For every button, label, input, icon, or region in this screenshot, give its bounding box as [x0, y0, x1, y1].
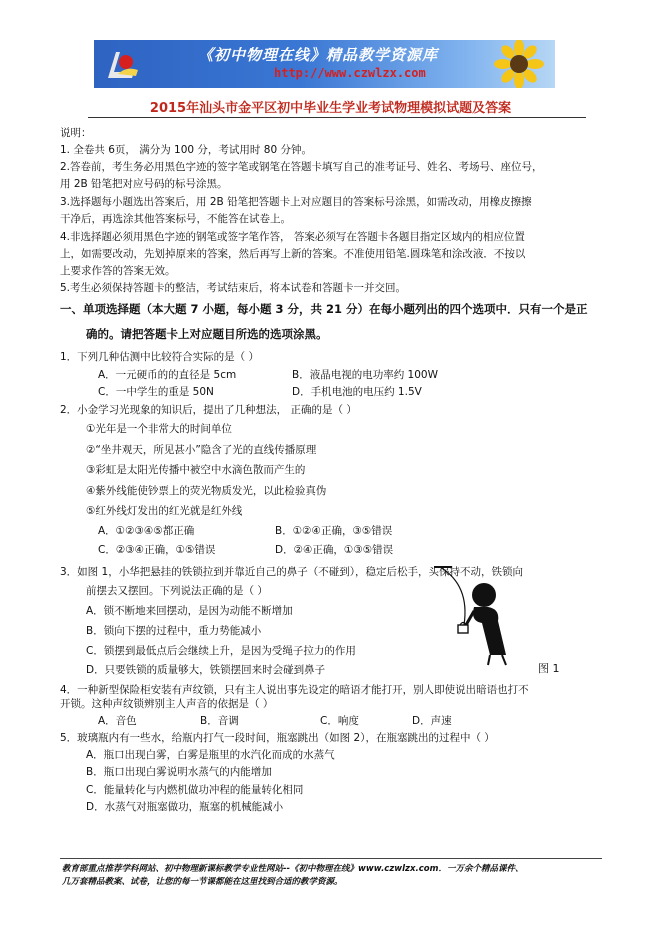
footer-line: 教育部重点推荐学科网站、初中物理新课标教学专业性网站--《初中物理在线》www.czwlzx.com．一万余个精品课件、 — [62, 864, 524, 874]
footer-line: 几万套精品教案、试卷，让您的每一节课都能在这里找到合适的教学资源。 — [62, 877, 343, 887]
question-5-stem: 5．玻璃瓶内有一些水，给瓶内打气一段时间，瓶塞跳出（如图 2），在瓶塞跳出的过程中（ ） — [60, 732, 495, 744]
q2-statement: ③彩虹是太阳光传播中被空中水滴色散而产生的 — [86, 464, 306, 476]
q5-option-a: A．瓶口出现白雾，白雾是瓶里的水汽化而成的水蒸气 — [86, 749, 335, 761]
instruction-line: 上，如需要改动，先划掉原来的答案，然后再写上新的答案。不准使用铅笔.圆珠笔和涂改液．不按以 — [60, 248, 526, 260]
question-4-stem-cont: 开锁。这种声纹锁辨别主人声音的依据是（ ） — [60, 698, 274, 710]
question-4-stem: 4．一种新型保险柜安装有声纹锁，只有主人说出事先设定的暗语才能打开，别人即使说出暗语也打不 — [60, 684, 529, 696]
q5-option-c: C．能量转化与内燃机做功冲程的能量转化相同 — [86, 784, 304, 796]
site-logo-icon — [104, 48, 140, 80]
sunflower-icon — [481, 40, 551, 88]
instruction-line: 2.答卷前，考生务必用黑色字迹的签字笔或钢笔在答题卡填写自己的准考证号、姓名、考场号、座位号， — [60, 161, 543, 173]
q3-option-d: D．只要铁锁的质量够大，铁锁摆回来时会碰到鼻子 — [86, 664, 326, 676]
q2-option-d: D．②④正确，①③⑤错误 — [275, 544, 394, 556]
document-title: 2015年汕头市金平区初中毕业生学业考试物理模拟试题及答案 — [149, 101, 512, 116]
q2-statement: ④紫外线能使钞票上的荧光物质发光，以此检验真伪 — [86, 485, 327, 497]
instruction-line: 上要求作答的答案无效。 — [60, 265, 176, 277]
q3-option-a: A．锁不断地来回摆动，是因为动能不断增加 — [86, 605, 293, 617]
q4-option-c: C．响度 — [320, 715, 359, 727]
q2-statement: ①光年是一个非常大的时间单位 — [86, 423, 232, 435]
question-3-stem: 3．如图 1，小华把悬挂的铁锁拉到并靠近自己的鼻子（不碰到），稳定后松手，头保持不动，铁锁向 — [60, 566, 523, 578]
q1-option-c: C．一中学生的重是 50N — [98, 386, 214, 398]
question-1-stem: 1．下列几种估测中比较符合实际的是（ ） — [60, 351, 260, 363]
q3-option-c: C．锁摆到最低点后会继续上升，是因为受绳子拉力的作用 — [86, 645, 356, 657]
q5-option-b: B．瓶口出现白雾说明水蒸气的内能增加 — [86, 766, 272, 778]
q1-option-d: D．手机电池的电压约 1.5V — [292, 386, 422, 398]
question-2-stem: 2．小金学习光现象的知识后，提出了几种想法， 正确的是（ ） — [60, 404, 357, 416]
section-heading-cont: 确的。请把答题卡上对应题目所选的选项涂黑。 — [86, 327, 328, 341]
banner-title: 《初中物理在线》精品教学资源库 — [198, 46, 439, 64]
section-heading: 一、单项选择题（本大题 7 小题，每小题 3 分，共 21 分）在每小题列出的四个选项中．只有一个是正 — [60, 302, 588, 316]
q3-option-b: B．锁向下摆的过程中，重力势能减小 — [86, 625, 262, 637]
q2-option-c: C．②③④正确，①⑤错误 — [98, 544, 216, 556]
question-3-stem-cont: 前摆去又摆回。下列说法正确的是（ ） — [86, 585, 268, 597]
figure-1-label: 图 1 — [538, 662, 560, 675]
instruction-line: 干净后，再选涂其他答案标号，不能答在试卷上。 — [60, 213, 291, 225]
q2-statement: ⑤红外线灯发出的红光就是红外线 — [86, 505, 243, 517]
q2-option-a: A．①②③④⑤都正确 — [98, 525, 195, 537]
footer-divider — [60, 858, 602, 859]
banner-url[interactable]: http://www.czwlzx.com — [274, 66, 426, 80]
instructions-heading: 说明： — [60, 127, 92, 139]
instruction-line: 3.选择题每小题选出答案后，用 2B 铅笔把答题卡上对应题目的答案标号涂黑，如需改动，用橡皮擦擦 — [60, 196, 532, 208]
q2-statement: ②“坐井观天，所见甚小”隐含了光的直线传播原理 — [86, 444, 317, 456]
instruction-line: 用 2B 铅笔把对应号码的标号涂黑。 — [60, 178, 228, 190]
instruction-line: 1. 全卷共 6页， 满分为 100 分，考试用时 80 分钟。 — [60, 144, 312, 156]
q4-option-a: A．音色 — [98, 715, 137, 727]
pendulum-figure-icon — [430, 565, 535, 667]
q5-option-d: D．水蒸气对瓶塞做功，瓶塞的机械能减小 — [86, 801, 284, 813]
q2-option-b: B．①②④正确，③⑤错误 — [275, 525, 393, 537]
q4-option-b: B．音调 — [200, 715, 239, 727]
q1-option-a: A．一元硬币的的直径是 5cm — [98, 369, 237, 381]
title-divider — [88, 117, 586, 118]
instruction-line: 5.考生必须保持答题卡的整洁，考试结束后，将本试卷和答题卡一并交回。 — [60, 282, 407, 294]
q1-option-b: B．液晶电视的电功率约 100W — [292, 369, 438, 381]
instruction-line: 4.非选择题必须用黑色字迹的钢笔或签字笔作答， 答案必须写在答题卡各题目指定区域内的相应位置 — [60, 231, 525, 243]
header-banner — [94, 40, 555, 88]
q4-option-d: D．声速 — [412, 715, 452, 727]
